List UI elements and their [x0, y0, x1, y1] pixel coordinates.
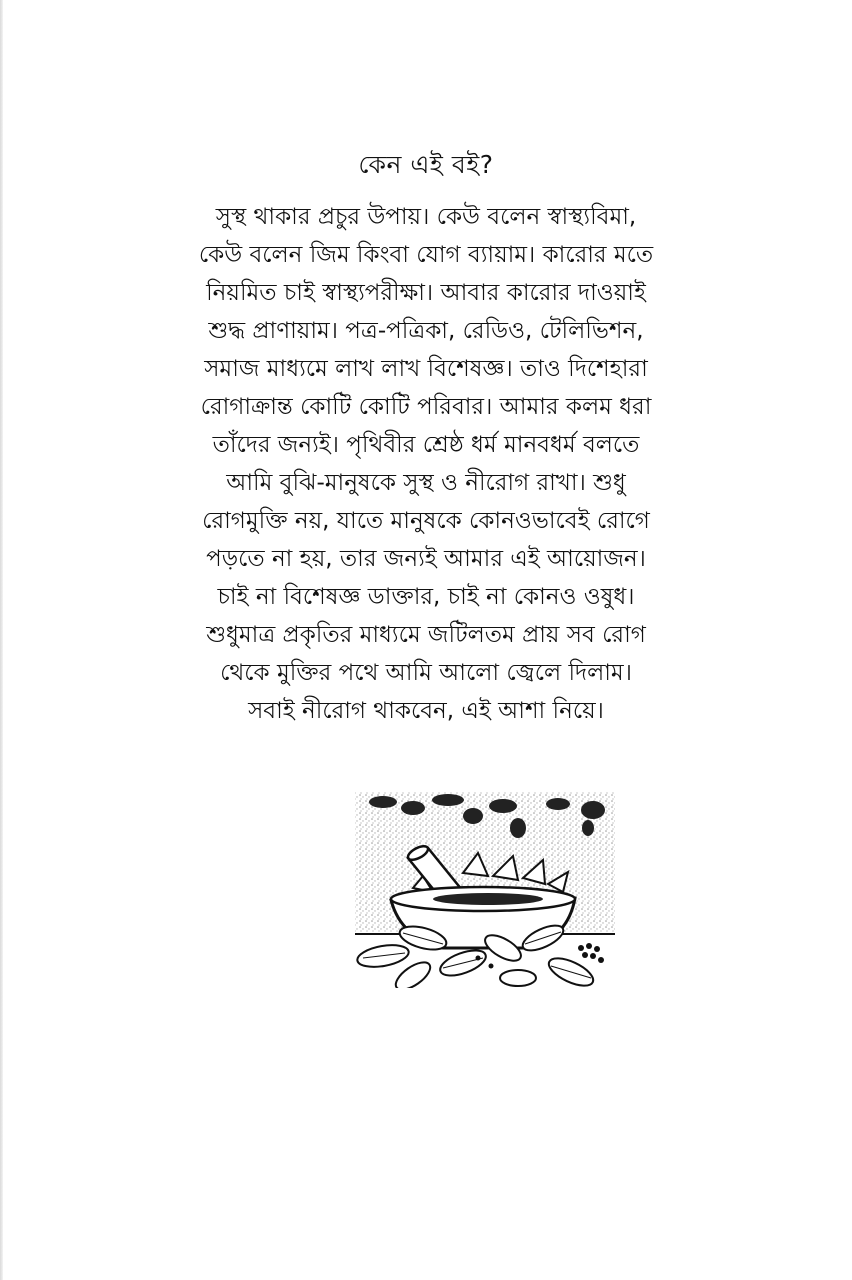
- text-line: নিয়মিত চাই স্বাস্থ্যপরীক্ষা। আবার কারোর দাওয়াই: [206, 280, 646, 306]
- text-line: কেউ বলেন জিম কিংবা যোগ ব্যায়াম। কারোর মতে: [198, 242, 654, 268]
- text-line: রোগাক্রান্ত কোটি কোটি পরিবার। আমার কলম ধরা: [200, 394, 652, 420]
- text-line: পড়তে না হয়, তার জন্যই আমার এই আয়োজন।: [206, 546, 646, 572]
- text-line: শুদ্ধ প্রাণায়াম। পত্র-পত্রিকা, রেডিও, টেলিভিশন,: [208, 318, 644, 344]
- text-line: রোগমুক্তি নয়, যাতে মানুষকে কোনওভাবেই রোগে: [202, 508, 650, 534]
- text-line: সুস্থ থাকার প্রচুর উপায়। কেউ বলেন স্বাস্থ্যবিমা,: [215, 204, 637, 230]
- body-paragraph: [0, 198, 852, 730]
- text-line: চাই না বিশেষজ্ঞ ডাক্তার, চাই না কোনও ওষুধ।: [217, 584, 635, 610]
- text-line: আমি বুঝি-মানুষকে সুস্থ ও নীরোগ রাখা। শুধু: [226, 470, 626, 496]
- mortar-pestle-illustration: [353, 788, 617, 988]
- mortar-pestle-icon: [353, 788, 617, 988]
- page-title: কেন এই বই?: [358, 150, 494, 179]
- text-line: সমাজ মাধ্যমে লাখ লাখ বিশেষজ্ঞ। তাও দিশেহারা: [204, 356, 648, 382]
- text-line: থেকে মুক্তির পথে আমি আলো জ্বেলে দিলাম।: [220, 660, 632, 686]
- text-line: সবাই নীরোগ থাকবেন, এই আশা নিয়ে।: [248, 698, 604, 724]
- text-line: তাঁদের জন্যই। পৃথিবীর শ্রেষ্ঠ ধর্ম মানবধর্ম বলতে: [212, 432, 640, 458]
- text-line: শুধুমাত্র প্রকৃতির মাধ্যমে জটিলতম প্রায় সব রোগ: [206, 622, 646, 648]
